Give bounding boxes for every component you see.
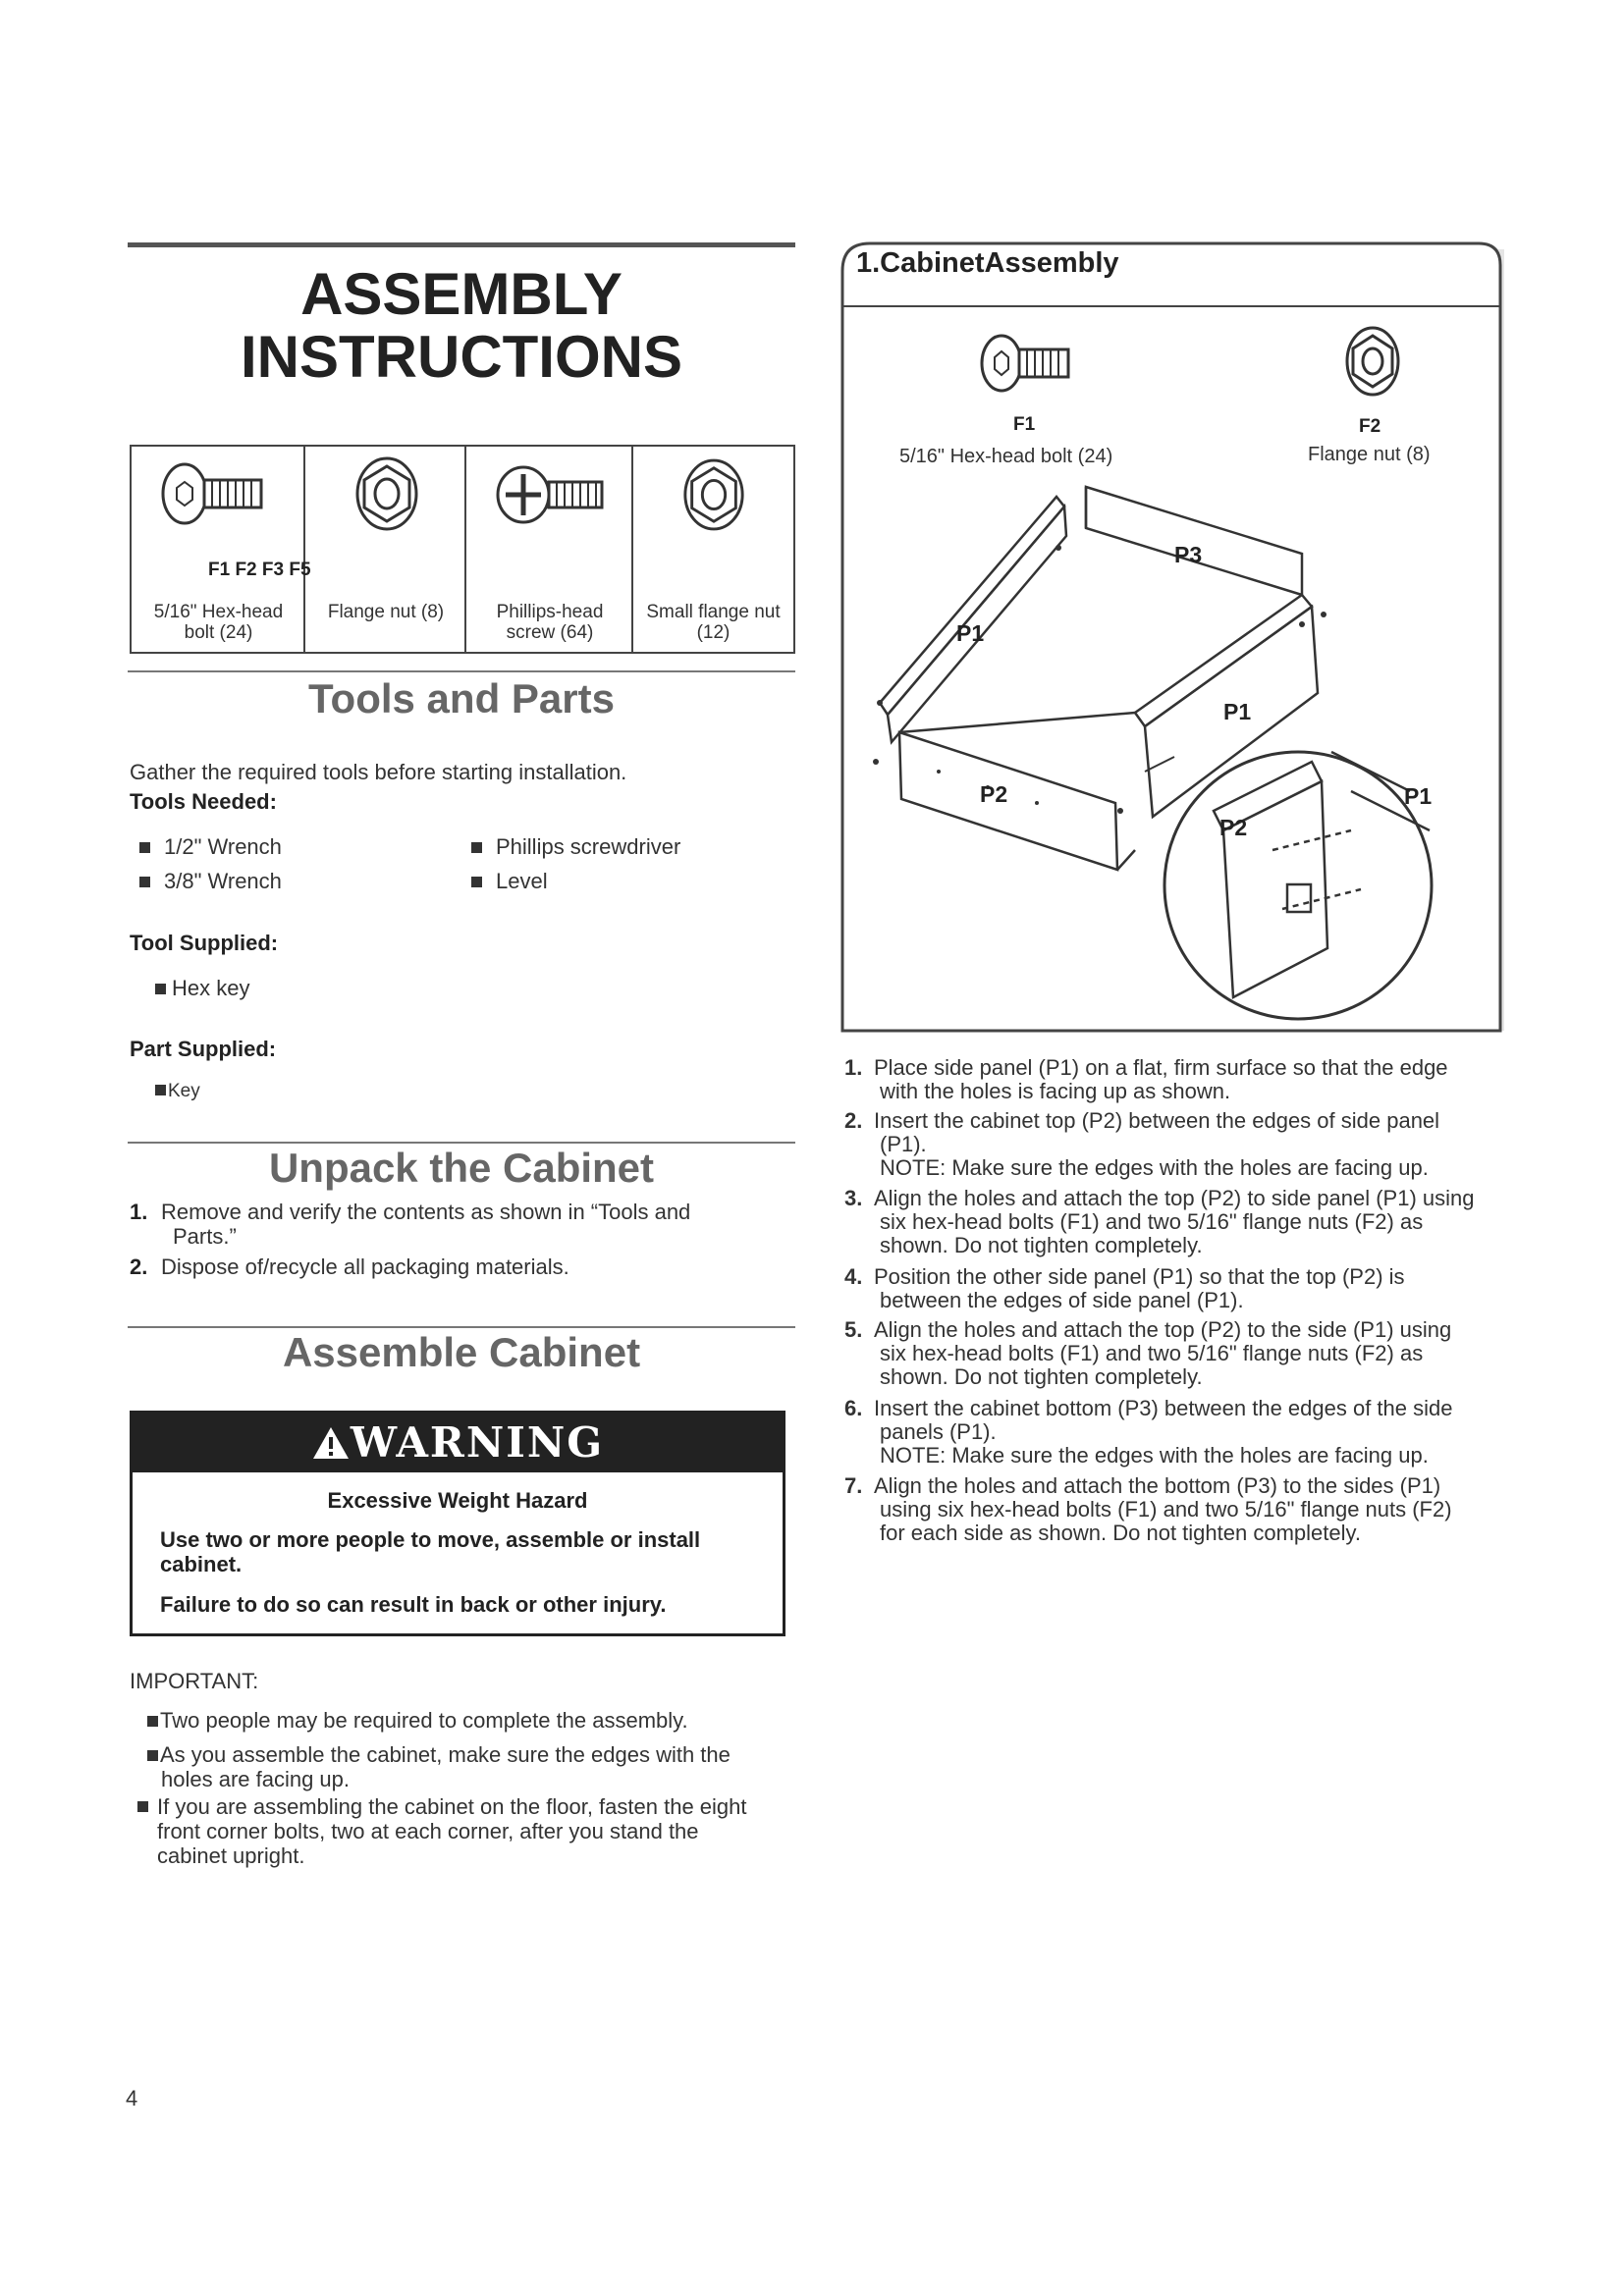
- unpack-heading: Unpack the Cabinet: [268, 1145, 655, 1191]
- list-item: [139, 869, 282, 893]
- tools-rule: [128, 670, 795, 672]
- important-label: IMPORTANT:: [130, 1669, 259, 1693]
- parts-cell-label: screw (64): [506, 622, 594, 643]
- page-number: 4: [126, 2086, 138, 2110]
- part-supplied-label: Part Supplied:: [130, 1037, 277, 1061]
- warning-line: Failure to do so can result in back or other injury.: [160, 1592, 667, 1617]
- label-p1-mid: P1: [1223, 699, 1252, 724]
- list-item: [844, 1265, 1512, 1312]
- step-text: panels (P1).: [880, 1419, 997, 1444]
- step-number: 3.: [844, 1186, 863, 1210]
- important-text: cabinet upright.: [157, 1843, 305, 1868]
- f2-id: F2: [1359, 416, 1381, 437]
- step-text: Dispose of/recycle all packaging materials.: [161, 1255, 569, 1279]
- parts-cell-label: Phillips-head: [496, 602, 604, 622]
- warning-line: Use two or more people to move, assemble or install: [160, 1527, 701, 1552]
- parts-cell-hex-bolt: [132, 447, 305, 652]
- step-number: 1.: [130, 1200, 148, 1224]
- step-text: shown. Do not tighten completely.: [880, 1364, 1203, 1389]
- f2-description: Flange nut (8): [1308, 444, 1431, 465]
- list-item: [139, 834, 282, 859]
- parts-cell-label: 5/16" Hex-head: [153, 602, 284, 622]
- tool-item-label: 1/2" Wrench: [164, 834, 282, 859]
- part-supplied-value: Key: [168, 1081, 200, 1101]
- step-text: six hex-head bolts (F1) and two 5/16" flange nuts (F2) as: [880, 1341, 1424, 1365]
- small-flange-nut-icon: [680, 456, 747, 533]
- step-text: Insert the cabinet bottom (P3) between the edges of the side: [874, 1396, 1453, 1420]
- figure-title: 1.CabinetAssembly: [856, 247, 1119, 279]
- step-text: Align the holes and attach the bottom (P3) to the sides (P1): [874, 1473, 1441, 1498]
- step-text: Remove and verify the contents as shown in “Tools and: [161, 1200, 691, 1224]
- parts-cell-label: (12): [696, 622, 731, 643]
- tool-supplied-label: Tool Supplied:: [130, 931, 279, 955]
- step-text: Position the other side panel (P1) so that the top (P2) is: [874, 1264, 1405, 1289]
- assemble-heading: Assemble Cabinet: [282, 1329, 641, 1375]
- step-text: NOTE: Make sure the edges with the holes are facing up.: [880, 1155, 1429, 1180]
- phillips-screw-icon: [494, 460, 612, 529]
- parts-cell-small-flange-nut: [633, 447, 793, 652]
- list-item: [844, 1397, 1512, 1468]
- step-number: 4.: [844, 1264, 863, 1289]
- step-text: Parts.”: [173, 1224, 237, 1249]
- flange-nut-icon: [1347, 328, 1398, 395]
- figure-frame: [840, 241, 1508, 1033]
- title-line-2: INSTRUCTIONS: [241, 324, 682, 390]
- label-p1-zoom: P1: [1404, 783, 1433, 809]
- warning-triangle-icon: [311, 1425, 351, 1461]
- f1-description: 5/16" Hex-head bolt (24): [899, 446, 1113, 467]
- flange-nut-icon: [352, 454, 421, 533]
- step-text: shown. Do not tighten completely.: [880, 1233, 1203, 1257]
- step-text: NOTE: Make sure the edges with the holes are facing up.: [880, 1443, 1429, 1468]
- step-number: 6.: [844, 1396, 863, 1420]
- step-text: (P1).: [880, 1132, 927, 1156]
- hardware-parts-table: [130, 445, 795, 654]
- step-text: with the holes is facing up as shown.: [880, 1079, 1231, 1103]
- step-text: Align the holes and attach the top (P2) to the side (P1) using: [874, 1317, 1452, 1342]
- warning-header: [133, 1414, 783, 1472]
- step-number: 2.: [130, 1255, 148, 1279]
- step-number: 5.: [844, 1317, 863, 1342]
- label-p2-zoom: P2: [1219, 815, 1248, 840]
- list-item: [155, 976, 249, 1000]
- tools-parts-heading: Tools and Parts: [308, 675, 615, 721]
- important-text: If you are assembling the cabinet on the floor, fasten the eight: [157, 1794, 747, 1819]
- step-text: using six hex-head bolts (F1) and two 5/16" flange nuts (F2): [880, 1497, 1452, 1522]
- label-p1-left: P1: [956, 620, 985, 646]
- list-item: [130, 1255, 787, 1279]
- warning-text: [160, 1527, 700, 1576]
- page-title: [128, 263, 795, 389]
- list-item: [844, 1056, 1512, 1103]
- step-text: six hex-head bolts (F1) and two 5/16" flange nuts (F2) as: [880, 1209, 1424, 1234]
- step-number: 2.: [844, 1108, 863, 1133]
- parts-cell-label: bolt (24): [184, 622, 253, 643]
- cabinet-assembly-figure: [840, 241, 1508, 1033]
- title-line-1: ASSEMBLY: [300, 261, 623, 327]
- list-item: [147, 1742, 795, 1791]
- tool-item-label: Phillips screwdriver: [496, 834, 681, 859]
- hazard-name: Excessive Weight Hazard: [327, 1488, 588, 1513]
- warning-box: [130, 1411, 785, 1636]
- step-text: between the edges of side panel (P1).: [880, 1288, 1244, 1312]
- parts-cell-flange-nut: [305, 447, 466, 652]
- list-item: [130, 1200, 787, 1249]
- list-item: [844, 1318, 1512, 1389]
- list-item: [137, 1794, 795, 1868]
- step-number: 1.: [844, 1055, 863, 1080]
- warning-line: cabinet.: [160, 1552, 243, 1576]
- important-text: As you assemble the cabinet, make sure the edges with the: [160, 1742, 731, 1767]
- top-rule: [128, 242, 795, 247]
- important-text: holes are facing up.: [161, 1767, 351, 1791]
- label-p2-front: P2: [980, 781, 1008, 807]
- list-item: [471, 834, 680, 859]
- important-text: Two people may be required to complete the assembly.: [160, 1708, 688, 1733]
- list-item: [471, 869, 548, 893]
- unpack-rule: [128, 1142, 795, 1144]
- step-text: Align the holes and attach the top (P2) to side panel (P1) using: [874, 1186, 1475, 1210]
- parts-id-row: F1 F2 F3 F5: [208, 560, 311, 580]
- step-number: 7.: [844, 1473, 863, 1498]
- important-text: front corner bolts, two at each corner, after you stand the: [157, 1819, 699, 1843]
- hex-bolt-icon: [159, 458, 267, 529]
- tools-needed-label: Tools Needed:: [130, 789, 277, 814]
- parts-cell-phillips-screw: [466, 447, 633, 652]
- warning-title: WARNING: [350, 1418, 605, 1467]
- parts-cell-label: Flange nut (8): [327, 602, 445, 622]
- list-item: [147, 1708, 795, 1733]
- list-item: [844, 1474, 1512, 1545]
- assemble-rule: [128, 1326, 795, 1328]
- parts-cell-label: Small flange nut: [646, 602, 781, 622]
- label-p3: P3: [1174, 542, 1203, 567]
- tools-intro: Gather the required tools before starting installation.: [130, 760, 627, 784]
- tool-item-label: Level: [496, 869, 548, 893]
- step-text: Insert the cabinet top (P2) between the edges of side panel: [874, 1108, 1440, 1133]
- list-item: [155, 1081, 200, 1102]
- step-text: for each side as shown. Do not tighten completely.: [880, 1521, 1361, 1545]
- step-text: Place side panel (P1) on a flat, firm surface so that the edge: [874, 1055, 1448, 1080]
- list-item: [844, 1109, 1512, 1180]
- tool-supplied-value: Hex key: [172, 976, 250, 1000]
- list-item: [844, 1187, 1512, 1257]
- tool-item-label: 3/8" Wrench: [164, 869, 282, 893]
- f1-id: F1: [1013, 414, 1036, 435]
